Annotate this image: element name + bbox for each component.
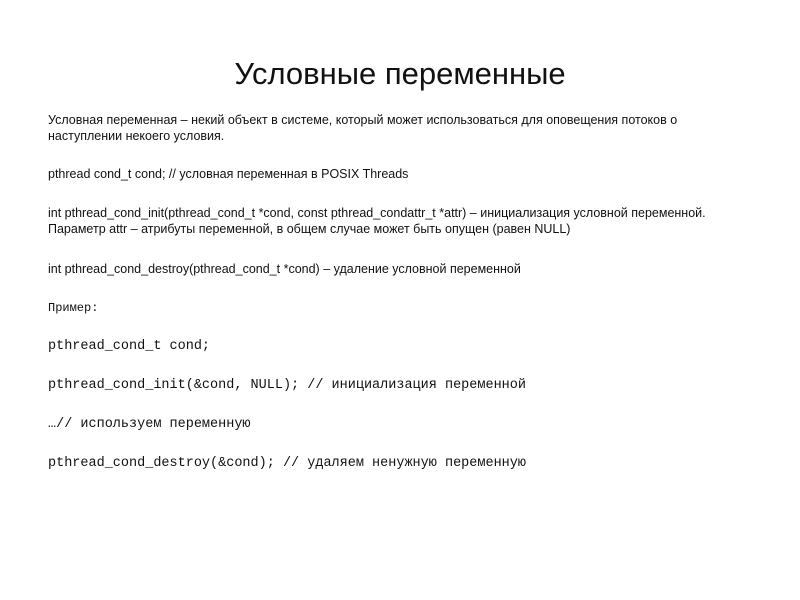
example-label: Пример: [48, 301, 99, 315]
paragraph-destroy: int pthread_cond_destroy(pthread_cond_t *cond) – удаление условной переменной [48, 262, 521, 276]
paragraph-init-line2: Параметр attr – атрибуты переменной, в общем случае может быть опущен (равен NULL) [48, 222, 571, 236]
paragraph-declaration: pthread cond_t cond; // условная переменная в POSIX Threads [48, 167, 409, 181]
code-line: pthread_cond_init(&cond, NULL); // инициализация переменной [48, 378, 526, 393]
slide-title: Условные переменные [234, 56, 566, 91]
paragraph-init-line1: int pthread_cond_init(pthread_cond_t *cond, const pthread_condattr_t *attr) – инициализация условной переменной. [48, 206, 706, 220]
code-line: pthread_cond_t cond; [48, 339, 211, 354]
paragraph-definition-line1: Условная переменная – некий объект в системе, который может использоваться для оповещения потоков о [48, 113, 678, 127]
code-line: …// используем переменную [48, 417, 251, 432]
paragraph-definition-line2: наступлении некоего условия. [48, 129, 225, 143]
code-line: pthread_cond_destroy(&cond); // удаляем ненужную переменную [48, 456, 526, 471]
